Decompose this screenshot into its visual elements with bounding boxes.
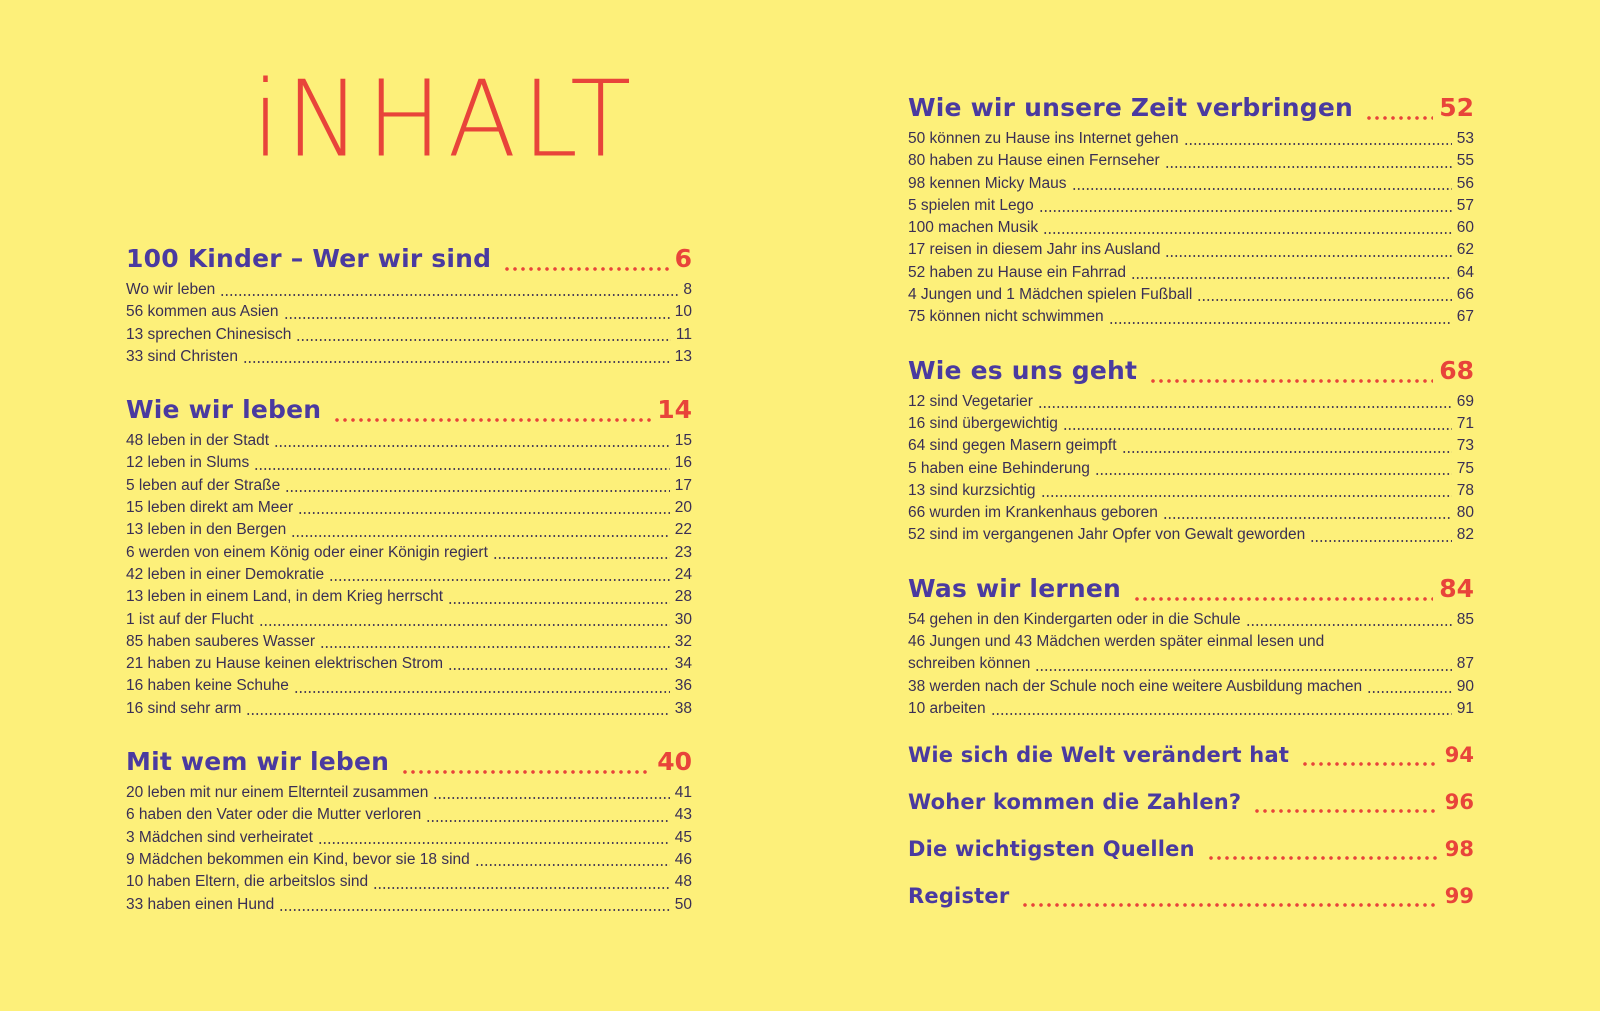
toc-entry[interactable]	[126, 782, 692, 804]
toc-entry[interactable]	[908, 653, 1474, 675]
entry-page-number: 78	[1456, 481, 1474, 499]
dot-leader	[1038, 406, 1452, 408]
entry-title: 16 sind sehr arm	[126, 699, 242, 717]
toc-entry[interactable]	[908, 306, 1474, 328]
toc-entry[interactable]	[908, 698, 1474, 720]
entry-page-number: 53	[1456, 130, 1474, 147]
section-title: Wie wir leben	[126, 395, 322, 425]
dot-leader	[991, 713, 1452, 715]
dot-leader	[296, 339, 670, 341]
toc-entry[interactable]	[908, 239, 1474, 261]
toc-entry[interactable]	[908, 217, 1474, 239]
entry-title: 12 sind Vegetarier	[908, 392, 1033, 410]
entry-title: 46 Jungen und 43 Mädchen werden später einmal lesen und	[908, 633, 1325, 651]
toc-entry[interactable]	[126, 497, 692, 519]
section-page-number: 84	[1439, 573, 1474, 603]
entry-title: 66 wurden im Krankenhaus geboren	[908, 504, 1158, 522]
dot-leader	[426, 820, 669, 822]
entry-title: 38 werden nach der Schule noch eine weitere Ausbildung machen	[908, 677, 1363, 695]
section-page-number: 98	[1444, 837, 1474, 862]
entry-title: 56 kommen aus Asien	[126, 303, 279, 321]
toc-entry[interactable]	[908, 609, 1474, 631]
entry-page-number: 91	[1456, 699, 1474, 717]
dot-leader	[1253, 809, 1438, 813]
dot-leader	[1122, 451, 1452, 453]
dot-leader	[1365, 116, 1433, 120]
toc-entry[interactable]	[126, 894, 692, 916]
dot-leader	[333, 418, 651, 422]
toc-entry[interactable]	[126, 871, 692, 893]
toc-entry[interactable]	[126, 452, 692, 474]
toc-entry[interactable]	[126, 301, 692, 323]
dot-leader	[503, 267, 668, 271]
entry-title: 4 Jungen und 1 Mädchen spielen Fußball	[908, 286, 1193, 304]
section-title: Wie wir unsere Zeit verbringen	[908, 93, 1354, 122]
entry-page-number: 60	[1456, 219, 1474, 237]
section-heading[interactable]	[126, 244, 692, 278]
entry-title: 13 sind kurzsichtig	[908, 481, 1036, 499]
section-heading[interactable]	[908, 574, 1474, 608]
entry-title: 33 haben einen Hund	[126, 895, 275, 913]
dot-leader	[285, 490, 670, 492]
entry-page-number: 45	[674, 828, 692, 846]
entry-page-number: 82	[1456, 526, 1474, 544]
dot-leader	[246, 713, 669, 715]
dot-leader	[1184, 143, 1452, 145]
entry-page-number: 16	[674, 454, 692, 472]
section-page-number: 14	[657, 395, 692, 425]
entry-page-number: 90	[1456, 677, 1474, 695]
entry-title: 20 leben mit nur einem Elternteil zusammen	[126, 784, 429, 802]
entry-title: 6 werden von einem König oder einer Königin regiert	[126, 543, 488, 561]
entry-title: 54 gehen in den Kindergarten oder in die Schule	[908, 610, 1241, 628]
toc-section-die-wichtigsten-quellen	[908, 837, 1474, 867]
toc-entry[interactable]	[126, 849, 692, 871]
section-heading[interactable]	[126, 395, 692, 429]
dot-leader	[1021, 903, 1438, 907]
entry-title: 5 haben eine Behinderung	[908, 459, 1090, 477]
entry-page-number: 30	[674, 610, 692, 628]
entry-title: 75 können nicht schwimmen	[908, 308, 1104, 326]
toc-entry[interactable]	[908, 262, 1474, 284]
dot-leader	[259, 624, 670, 626]
section-heading[interactable]	[908, 743, 1474, 773]
toc-entry[interactable]	[126, 430, 692, 452]
entry-page-number: 69	[1456, 392, 1474, 410]
entry-title: 10 arbeiten	[908, 699, 986, 717]
entry-page-number: 28	[674, 588, 692, 606]
dot-leader	[401, 770, 651, 774]
entry-title: 13 sprechen Chinesisch	[126, 325, 292, 343]
dot-leader	[1039, 210, 1452, 212]
toc-section-wie-wir-unsere-zeit-verbringen	[908, 93, 1474, 329]
entry-page-number: 73	[1456, 437, 1474, 455]
dot-leader	[448, 602, 670, 604]
dot-leader	[1063, 428, 1452, 430]
dot-leader	[493, 557, 670, 559]
entry-page-number: 17	[674, 476, 692, 494]
dot-leader	[373, 887, 670, 889]
toc-right-column	[908, 93, 1474, 931]
toc-section-wie-wir-leben	[126, 395, 692, 720]
dot-leader	[448, 668, 670, 670]
toc-entry[interactable]	[126, 653, 692, 675]
entry-page-number: 41	[674, 784, 692, 802]
section-page-number: 99	[1444, 884, 1474, 909]
section-heading[interactable]	[908, 356, 1474, 390]
dot-leader	[1133, 597, 1433, 601]
section-title: Mit wem wir leben	[126, 747, 390, 777]
toc-entry[interactable]	[908, 458, 1474, 480]
dot-leader	[1149, 379, 1433, 383]
toc-entry[interactable]	[908, 413, 1474, 435]
toc-section-register	[908, 884, 1474, 914]
entry-title: 3 Mädchen sind verheiratet	[126, 828, 313, 846]
toc-entry[interactable]	[126, 609, 692, 631]
entry-title: 1 ist auf der Flucht	[126, 610, 254, 628]
entry-page-number: 48	[674, 873, 692, 891]
entry-title: 64 sind gegen Masern geimpft	[908, 437, 1117, 455]
entry-page-number: 24	[674, 565, 692, 583]
toc-entry[interactable]	[126, 346, 692, 368]
toc-entry[interactable]	[126, 324, 692, 346]
toc-section-was-wir-lernen	[908, 574, 1474, 720]
dot-leader	[1165, 255, 1451, 257]
toc-entry[interactable]	[908, 391, 1474, 413]
section-page-number: 94	[1444, 743, 1474, 768]
entry-page-number: 55	[1456, 152, 1474, 170]
entry-page-number: 15	[674, 432, 692, 450]
toc-entry[interactable]	[908, 435, 1474, 457]
dot-leader	[1095, 473, 1452, 475]
dot-leader	[1131, 277, 1452, 279]
section-heading[interactable]	[908, 837, 1474, 867]
entry-title: 6 haben den Vater oder die Mutter verloren	[126, 806, 422, 824]
entry-page-number: 80	[1456, 504, 1474, 522]
section-page-number: 40	[657, 747, 692, 777]
section-heading[interactable]	[908, 790, 1474, 820]
dot-leader	[329, 579, 670, 581]
dot-leader	[291, 535, 669, 537]
entry-page-number: 8	[683, 281, 692, 298]
dot-leader	[1301, 762, 1439, 766]
dot-leader	[320, 646, 670, 648]
entry-title: 85 haben sauberes Wasser	[126, 632, 315, 650]
entry-title: 80 haben zu Hause einen Fernseher	[908, 152, 1160, 170]
entry-title: 16 haben keine Schuhe	[126, 677, 289, 695]
entry-page-number: 50	[674, 895, 692, 913]
toc-section-mit-wem-wir-leben	[126, 747, 692, 916]
entry-page-number: 10	[674, 303, 692, 321]
dot-leader	[1197, 299, 1451, 301]
entry-title: Wo wir leben	[126, 281, 216, 298]
toc-left-column	[126, 244, 692, 943]
toc-section-wie-es-uns-geht	[908, 356, 1474, 547]
dot-leader	[298, 512, 670, 514]
dot-leader	[294, 691, 670, 693]
dot-leader	[274, 445, 670, 447]
entry-title: 100 machen Musik	[908, 219, 1039, 237]
entry-title: 13 leben in den Bergen	[126, 521, 287, 539]
toc-entry[interactable]	[908, 676, 1474, 698]
dot-leader	[1041, 495, 1452, 497]
entry-title: 42 leben in einer Demokratie	[126, 565, 325, 583]
entry-title: 10 haben Eltern, die arbeitslos sind	[126, 873, 369, 891]
extra-sections	[908, 743, 1474, 914]
section-page-number: 52	[1439, 93, 1474, 122]
section-title: Woher kommen die Zahlen?	[908, 790, 1242, 815]
entry-title: 50 können zu Hause ins Internet gehen	[908, 130, 1179, 147]
entry-page-number: 34	[674, 655, 692, 673]
entry-page-number: 32	[674, 632, 692, 650]
entry-page-number: 43	[674, 806, 692, 824]
entry-title: 5 leben auf der Straße	[126, 476, 281, 494]
section-title: Wie es uns geht	[908, 355, 1138, 385]
section-title: Register	[908, 884, 1010, 909]
toc-section-100-kinder-wer-wir-sind	[126, 244, 692, 368]
toc-entry[interactable]	[126, 519, 692, 541]
dot-leader	[318, 842, 670, 844]
entry-title: 33 sind Christen	[126, 347, 239, 365]
entry-page-number: 56	[1456, 174, 1474, 192]
toc-entry[interactable]	[126, 564, 692, 586]
toc-entry[interactable]	[908, 524, 1474, 546]
section-title: Die wichtigsten Quellen	[908, 837, 1195, 862]
entry-page-number: 71	[1456, 414, 1474, 432]
dot-leader	[1043, 232, 1452, 234]
section-title: 100 Kinder – Wer wir sind	[126, 244, 492, 273]
entry-page-number: 23	[674, 543, 692, 561]
entry-title: 9 Mädchen bekommen ein Kind, bevor sie 18 sind	[126, 850, 470, 868]
entry-title: 12 leben in Slums	[126, 454, 250, 472]
dot-leader	[1072, 188, 1452, 190]
entry-title: 15 leben direkt am Meer	[126, 499, 294, 517]
toc-entry[interactable]	[908, 631, 1474, 653]
toc-entry[interactable]	[126, 279, 692, 301]
dot-leader	[1109, 322, 1452, 324]
section-title: Was wir lernen	[908, 573, 1122, 603]
dot-leader	[279, 909, 670, 911]
dot-leader	[1163, 517, 1452, 519]
toc-entry[interactable]	[908, 128, 1474, 150]
entry-page-number: 62	[1456, 241, 1474, 259]
toc-entry[interactable]	[126, 698, 692, 720]
entry-page-number: 66	[1456, 286, 1474, 304]
toc-entry[interactable]	[126, 675, 692, 697]
entry-page-number: 38	[674, 699, 692, 717]
toc-entry[interactable]	[126, 586, 692, 608]
section-page-number: 96	[1444, 790, 1474, 815]
section-page-number: 68	[1439, 355, 1474, 385]
entry-page-number: 13	[674, 347, 692, 365]
entry-title: 17 reisen in diesem Jahr ins Ausland	[908, 241, 1161, 259]
entry-page-number: 75	[1456, 459, 1474, 477]
dot-leader	[475, 864, 670, 866]
dot-leader	[1207, 856, 1439, 860]
entry-title: schreiben können	[908, 655, 1031, 673]
dot-leader	[254, 468, 670, 470]
page-title: iNHALT	[252, 58, 638, 181]
section-page-number: 6	[674, 244, 692, 273]
entry-page-number: 87	[1456, 655, 1474, 673]
toc-entry[interactable]	[126, 631, 692, 653]
entry-page-number: 67	[1456, 308, 1474, 326]
entry-title: 52 haben zu Hause ein Fahrrad	[908, 263, 1127, 281]
toc-entry[interactable]	[126, 827, 692, 849]
toc-entry[interactable]	[908, 195, 1474, 217]
entry-page-number: 36	[674, 677, 692, 695]
dot-leader	[1367, 691, 1452, 693]
toc-entry[interactable]	[908, 284, 1474, 306]
entry-page-number: 20	[674, 499, 692, 517]
dot-leader	[1246, 624, 1452, 626]
toc-entry[interactable]	[908, 150, 1474, 172]
toc-entry[interactable]	[126, 475, 692, 497]
dot-leader	[433, 797, 669, 799]
toc-entry[interactable]	[908, 480, 1474, 502]
toc-entry[interactable]	[126, 804, 692, 826]
entry-page-number: 85	[1456, 610, 1474, 628]
toc-section-woher-kommen-die-zahlen	[908, 790, 1474, 820]
section-heading[interactable]	[908, 93, 1474, 127]
entry-page-number: 22	[674, 521, 692, 539]
dot-leader	[1165, 166, 1452, 168]
entry-title: 13 leben in einem Land, in dem Krieg herrscht	[126, 588, 444, 606]
entry-title: 52 sind im vergangenen Jahr Opfer von Gewalt geworden	[908, 526, 1306, 544]
entry-page-number: 46	[674, 850, 692, 868]
dot-leader	[220, 294, 678, 296]
entry-title: 16 sind übergewichtig	[908, 414, 1058, 432]
dot-leader	[284, 317, 670, 319]
dot-leader	[243, 361, 670, 363]
section-title: Wie sich die Welt verändert hat	[908, 743, 1290, 768]
entry-page-number: 64	[1456, 263, 1474, 281]
section-heading[interactable]	[908, 884, 1474, 914]
entry-title: 5 spielen mit Lego	[908, 196, 1034, 214]
section-heading[interactable]	[126, 747, 692, 781]
toc-entry[interactable]	[908, 502, 1474, 524]
toc-section-wie-sich-die-welt-verändert-hat	[908, 743, 1474, 773]
dot-leader	[1310, 540, 1452, 542]
entry-title: 48 leben in der Stadt	[126, 432, 270, 450]
toc-entry[interactable]	[908, 173, 1474, 195]
toc-entry[interactable]	[126, 542, 692, 564]
entry-title: 21 haben zu Hause keinen elektrischen Strom	[126, 655, 444, 673]
dot-leader	[1035, 669, 1451, 671]
entry-title: 98 kennen Micky Maus	[908, 174, 1067, 192]
entry-page-number: 11	[675, 325, 692, 343]
entry-page-number: 57	[1456, 196, 1474, 214]
